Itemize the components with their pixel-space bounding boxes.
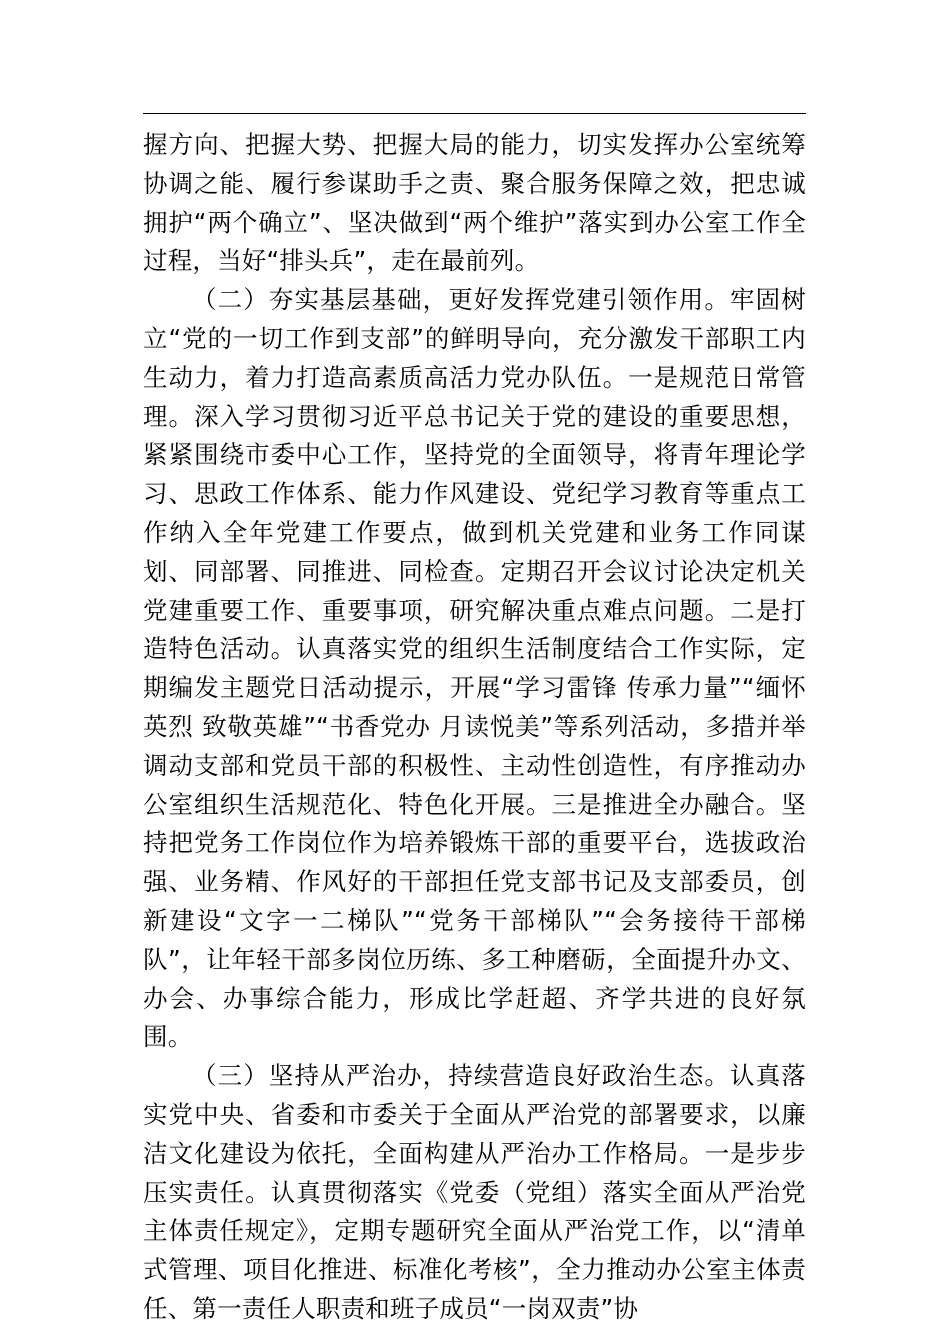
paragraph-section-2: （二）夯实基层基础，更好发挥党建引领作用。牢固树立“党的一切工作到支部”的鲜明导向，充分激发干部职工内生动力，着力打造高素质高活力党办队伍。一是规范日常管理。深入学习贯彻习近平总书记关于党的建设的重要思想，紧紧围绕市委中心工作，坚持党的全面领导，将青年理论学习、思政工作体系、能力作风建设、党纪学习教育等重点工作纳入全年党建工作要点，做到机关党建和业务工作同谋划、同部署、同推进、同检查。定期召开会议讨论决定机关党建重要工作、重要事项，研究解决重点难点问题。二是打造特色活动。认真落实党的组织生活制度结合工作实际，定期编发主题党日活动提示，开展“学习雷锋 传承力量”“缅怀英烈 致敬英雄”“书香党办 月读悦美”等系列活动，多措并举调动支部和党员干部的积极性、主动性创造性，有序推动办公室组织生活规范化、特色化开展。三是推进全办融合。坚持把党务工作岗位作为培养锻炼干部的重要平台，选拔政治强、业务精、作风好的干部担任党支部书记及支部委员，创新建设“文字一二梯队”“党务干部梯队”“会务接待干部梯队”，让年轻干部多岗位历练、多工种磨砺，全面提升办文、办会、办事综合能力，形成比学赶超、齐学共进的良好氛围。 <box>143 285 806 1052</box>
paragraph-section-3: （三）坚持从严治办，持续营造良好政治生态。认真落实党中央、省委和市委关于全面从严治党的部署要求，以廉洁文化建设为依托，全面构建从严治办工作格局。一是步步压实责任。认真贯彻落实《党委（党组）落实全面从严治党主体责任规定》，定期专题研究全面从严治党工作，以“清单式管理、项目化推进、标准化考核”，全力推动办公室主体责任、第一责任人职责和班子成员“一岗双责”协 <box>143 1061 806 1323</box>
document-body <box>143 126 806 1329</box>
header-rule <box>143 113 806 114</box>
paragraph-continuation: 握方向、把握大势、把握大局的能力，切实发挥办公室统筹协调之能、履行参谋助手之责、聚合服务保障之效，把忠诚拥护“两个确立”、坚决做到“两个维护”落实到办公室工作全过程，当好“排头兵”，走在最前列。 <box>143 130 806 276</box>
